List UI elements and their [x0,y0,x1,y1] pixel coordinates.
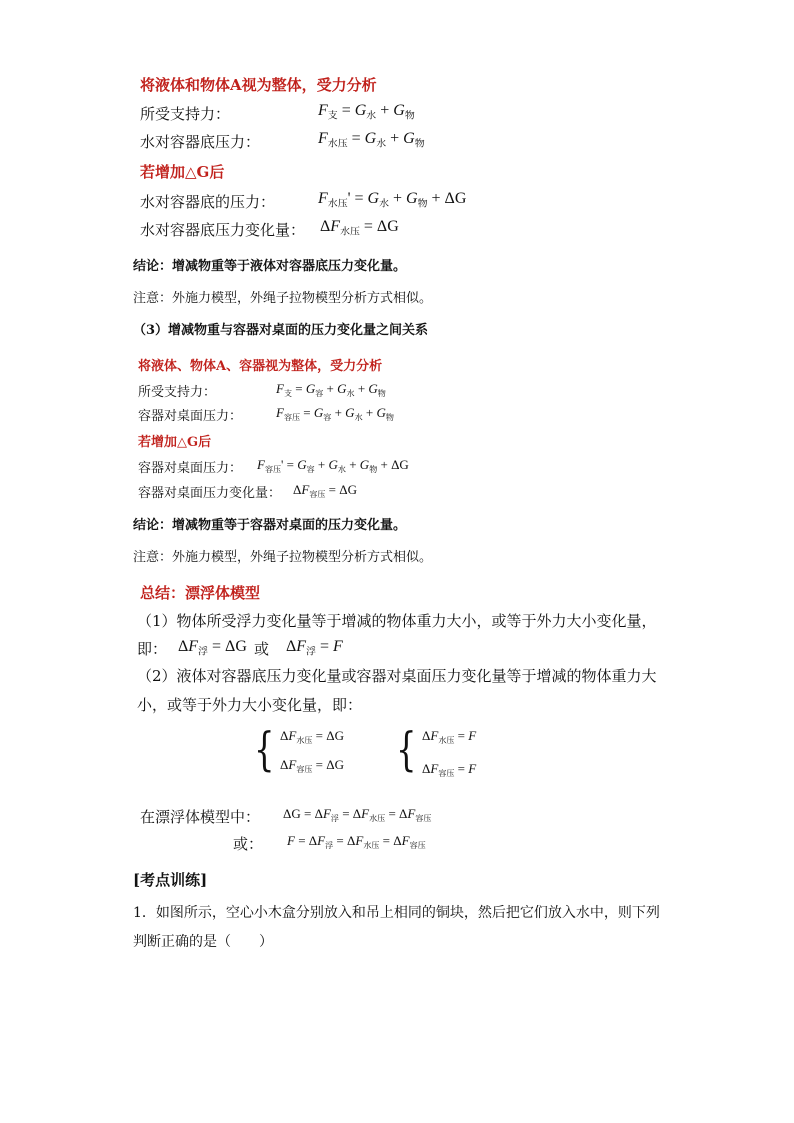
question-1-line-1: 1．如图所示，空心小木盒分别放入和吊上相同的铜块，然后把它们放入水中，则下列 [133,905,660,921]
summary-heading: 总结：漂浮体模型 [140,584,261,602]
model-equation-1: $\Delta G = \Delta F_浮 = \Delta F_{水压} = \Delta F_{容压}$ [283,806,432,823]
or-label: 或： [233,835,264,853]
conclusion-2: 结论：增减物重等于容器对桌面的压力变化量。 [133,518,407,533]
support-label: 所受支持力： [140,105,231,123]
point1-or: 或 [254,640,270,658]
after-desk-label: 容器对桌面压力： [138,461,243,476]
section1-heading: 将液体和物体A视为整体，受力分析 [140,76,377,94]
point1-equation-1: $\Delta F_浮 = \Delta G$ [178,638,247,658]
brace-left-eq-1: $\Delta F_{水压} = \Delta G$ [280,728,345,745]
after-pressure-equation: $F_{水压}' = G_水 + G_物 + \Delta G$ [318,190,467,210]
support-label-2: 所受支持力： [138,385,217,400]
support-equation: $F_支 = G_水 + G_物$ [318,102,415,122]
brace-right-eq-1: $\Delta F_{水压} = F$ [422,728,477,745]
summary-point-2-line-1: （2）液体对容器底压力变化量或容器对桌面压力变化量等于增减的物体重力大 [137,667,657,685]
change-label: 水对容器底压力变化量： [140,221,306,239]
brace-left-eq-2: $\Delta F_{容压} = \Delta G$ [280,757,345,774]
model-equation-2: $F = \Delta F_浮 = \Delta F_{水压} = \Delta F_{容压}$ [287,833,426,850]
summary-point-2-line-2: 小，或等于外力大小变化量，即： [137,696,363,714]
conclusion-1: 结论：增减物重等于液体对容器底压力变化量。 [133,259,407,274]
section2-title: （3）增减物重与容器对桌面的压力变化量之间关系 [133,323,429,338]
left-brace-icon: { [254,722,275,776]
desk-change-label: 容器对桌面压力变化量： [138,486,282,501]
after-pressure-label: 水对容器底的压力： [140,193,276,211]
training-heading: [考点训练] [133,871,208,889]
increase-heading-2: 若增加△G后 [138,435,212,450]
section2-heading: 将液体、物体A、容器视为整体，受力分析 [138,359,383,374]
summary-point-1: （1）物体所受浮力变化量等于增减的物体重力大小，或等于外力大小变化量， [137,612,657,630]
model-label: 在漂浮体模型中： [140,808,261,826]
question-1-line-2: 判断正确的是（ ） [133,934,273,950]
change-equation: $\Delta F_{水压} = \Delta G$ [320,218,399,238]
support-equation-2: $F_支 = G_容 + G_水 + G_物$ [276,381,386,398]
point1-prefix: 即： [137,640,168,658]
desk-pressure-label: 容器对桌面压力： [138,409,243,424]
note-2: 注意：外施力模型，外绳子拉物模型分析方式相似。 [133,550,433,565]
bottom-pressure-equation: $F_{水压} = G_水 + G_物$ [318,130,425,150]
increase-heading: 若增加△G后 [140,163,225,181]
desk-pressure-equation: $F_{容压} = G_容 + G_水 + G_物$ [276,405,394,422]
point1-equation-2: $\Delta F_浮 = F$ [286,638,343,658]
desk-change-equation: $\Delta F_{容压} = \Delta G$ [293,482,358,499]
note-1: 注意：外施力模型，外绳子拉物模型分析方式相似。 [133,291,433,306]
bottom-pressure-label: 水对容器底压力： [140,133,261,151]
brace-right-eq-2: $\Delta F_{容压} = F$ [422,761,477,778]
after-desk-equation: $F_{容压}' = G_容 + G_水 + G_物 + \Delta G$ [257,457,409,474]
right-brace-icon: { [396,722,417,776]
